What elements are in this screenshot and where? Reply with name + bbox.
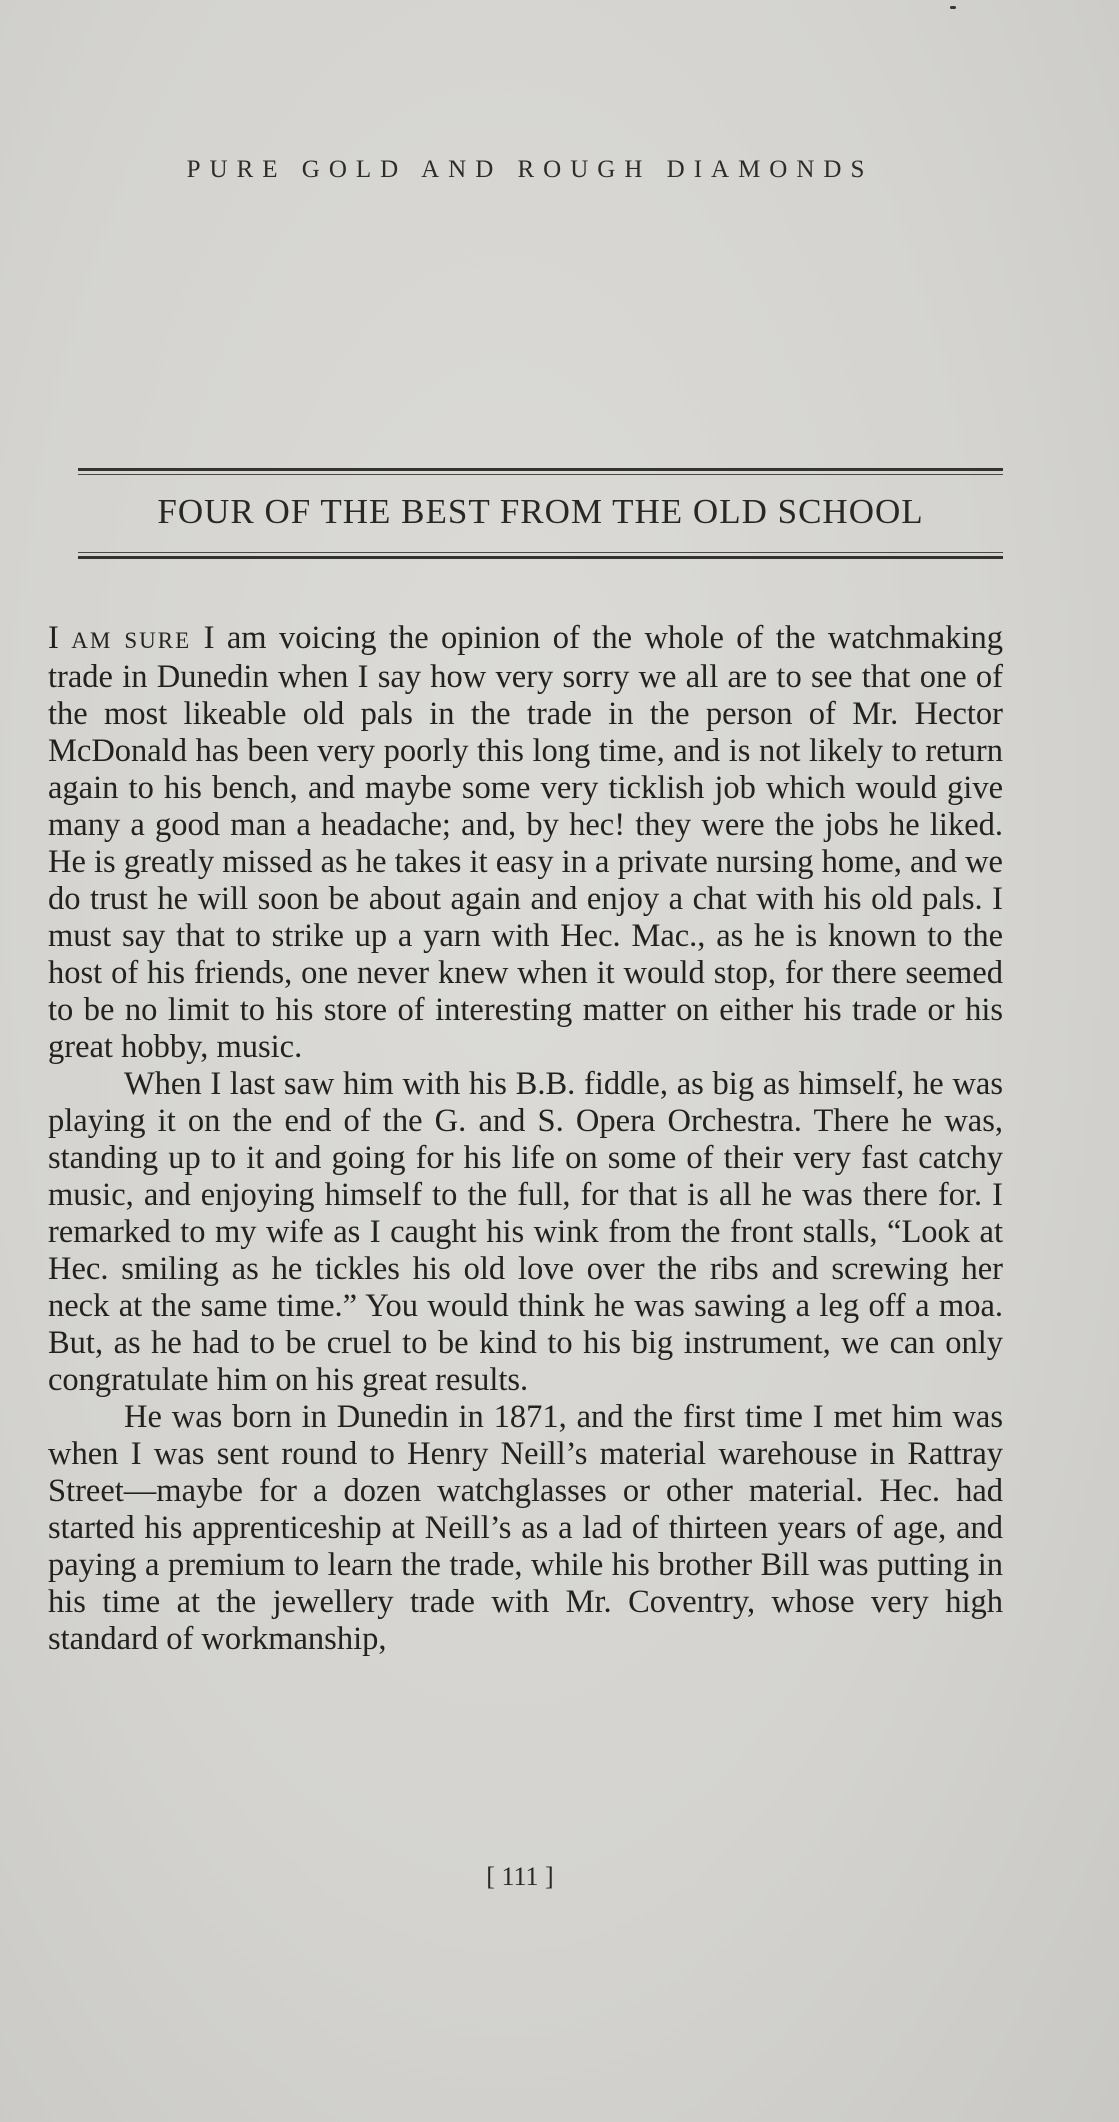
paragraph-3: He was born in Dunedin in 1871, and the first time I met him was when I was sent round to Henry Neill’s material warehouse in Rattray Street—maybe for a dozen watchglasses or other material. Hec. had started his apprenticeship at Neill’s as a lad of thirteen years of age, and paying a premium to learn the trade, while his brother Bill was putting in his time at the jewellery trade with Mr. Coventry, whose very high standard of workmanship, (48, 1399, 1003, 1657)
body-text (48, 620, 1003, 1658)
paragraph-2: When I last saw him with his B.B. fiddle, as big as himself, he was playing it on the end of the G. and S. Opera Orchestra. There he was, standing up to it and going for his life on some of their very fast catchy music, and enjoying himself to the full, for that is all he was there for. I remarked to my wife as I caught his wink from the front stalls, “Look at Hec. smiling as he tickles his old love over the ribs and screwing her neck at the same time.” You would think he was sawing a leg off a moa. But, as he had to be cruel to be kind to his big instrument, we can only congratulate him on his great results. (48, 1066, 1003, 1398)
print-speck (950, 6, 956, 9)
paragraph-1-text: I am voicing the opinion of the whole of the watchmaking trade in Dunedin when I say how very sorry we all are to see that one of the most likeable old pals in the trade in the person of Mr. Hector McDonald has been very poorly this long time, and is not likely to return again to his bench, and maybe some very ticklish job which would give many a good man a headache; and, by hec! they were the jobs he liked. He is greatly missed as he takes it easy in a private nursing home, and we do trust he will soon be about again and enjoy a chat with his old pals. I must say that to strike up a yarn with Hec. Mac., as he is known to the host of his friends, one never knew when it would stop, for there seemed to be no limit to his store of interesting matter on either his trade or his great hobby, music. (48, 620, 1004, 1065)
chapter-title: FOUR OF THE BEST FROM THE OLD SCHOOL (157, 492, 924, 531)
title-rule-bottom (78, 552, 1003, 559)
title-rule-top (78, 468, 1003, 475)
page-number: [ 111 ] (486, 1862, 554, 1891)
paragraph-1 (48, 620, 1003, 1066)
opening-smallcaps: AM SURE (71, 628, 192, 653)
running-head: PURE GOLD AND ROUGH DIAMONDS (186, 156, 874, 183)
opening-initial: I (48, 620, 59, 656)
